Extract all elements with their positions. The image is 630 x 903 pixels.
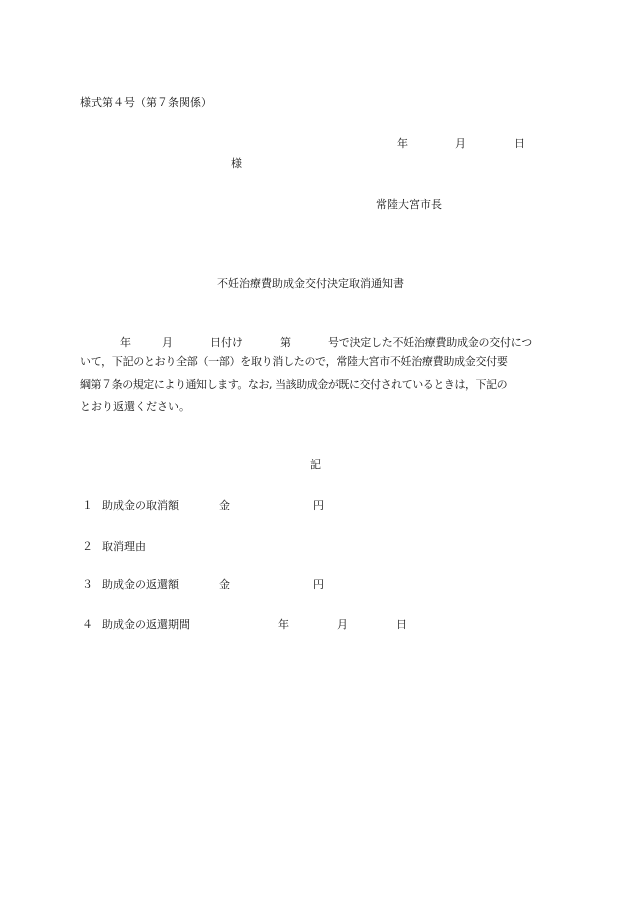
item-yen-label: 円 (313, 578, 324, 591)
form-label: 様式第４号（第７条関係） (80, 96, 212, 109)
item-label: 取消理由 (102, 540, 146, 553)
body-year-label: 年 (120, 336, 131, 349)
body-line-4: とおり返還ください。 (80, 400, 190, 413)
item-label: 助成金の取消額 (102, 499, 179, 512)
item-day-label: 日 (396, 618, 407, 631)
date-year-label: 年 (397, 137, 408, 150)
item-month-label: 月 (337, 618, 348, 631)
item-label: 助成金の返還額 (102, 578, 179, 591)
date-day-label: 日 (514, 137, 525, 150)
item-number: ３ (82, 578, 93, 591)
body-dated-label: 日付け (210, 336, 243, 349)
item-number: ２ (82, 540, 93, 553)
body-line-1-rest: 号で決定した不妊治療費助成金の交付につ (328, 336, 533, 349)
item-kin-label: 金 (219, 578, 230, 591)
body-number-label: 第 (280, 336, 291, 349)
ki-heading: 記 (310, 458, 321, 471)
item-yen-label: 円 (313, 499, 324, 512)
item-kin-label: 金 (219, 499, 230, 512)
body-month-label: 月 (162, 336, 173, 349)
document-title: 不妊治療費助成金交付決定取消通知書 (217, 277, 404, 290)
item-number: １ (82, 499, 93, 512)
item-number: ４ (82, 618, 93, 631)
body-line-3: 綱第７条の規定により通知します。なお, 当該助成金が既に交付されているときは，下記の (80, 378, 508, 391)
date-month-label: 月 (455, 137, 466, 150)
issuer-name: 常陸大宮市長 (376, 198, 442, 211)
item-label: 助成金の返還期間 (102, 618, 190, 631)
recipient-suffix: 様 (231, 157, 242, 170)
item-year-label: 年 (278, 618, 289, 631)
body-line-2: いて，下記のとおり全部（一部）を取り消したので，常陸大宮市不妊治療費助成金交付要 (80, 355, 508, 368)
